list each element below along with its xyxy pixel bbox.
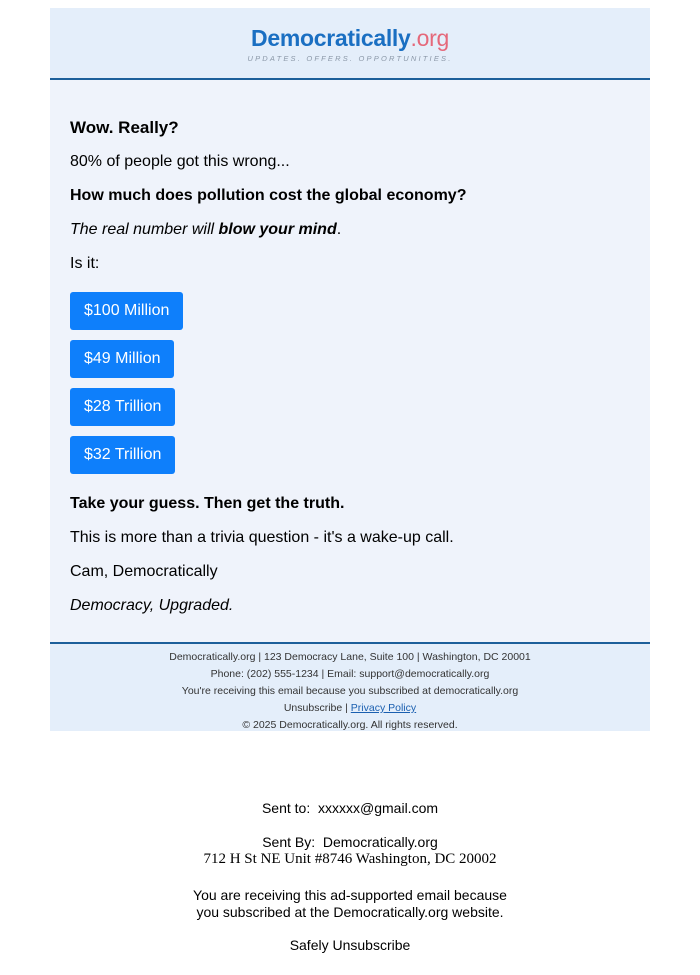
footer-copyright: © 2025 Democratically.org. All rights reserved. bbox=[242, 719, 458, 731]
heading: Wow. Really? bbox=[70, 118, 179, 137]
tagline: UPDATES. OFFERS. OPPORTUNITIES. bbox=[247, 54, 453, 63]
unsubscribe-link[interactable]: Unsubscribe bbox=[283, 702, 343, 714]
privacy-policy-link[interactable]: Privacy Policy bbox=[350, 702, 417, 714]
option-28-trillion-button[interactable]: $28 Trillion bbox=[70, 388, 175, 426]
intro-text: 80% of people got this wrong... bbox=[70, 153, 290, 170]
sent-by-value: Democratically.org bbox=[322, 834, 438, 850]
safely-unsubscribe-link[interactable]: Safely Unsubscribe bbox=[289, 937, 411, 953]
sent-to-label: Sent to: bbox=[261, 800, 311, 816]
footer-reason: You're receiving this email because you subscribed at democratically.org bbox=[181, 685, 519, 697]
slogan: Democracy, Upgraded. bbox=[70, 597, 234, 614]
sender-info bbox=[0, 800, 700, 954]
sent-by bbox=[0, 834, 700, 851]
reason-line-2: you subscribed at the Democratically.org website. bbox=[196, 904, 504, 920]
teaser bbox=[70, 220, 630, 240]
question: How much does pollution cost the global economy? bbox=[70, 187, 467, 204]
is-it-label: Is it: bbox=[70, 255, 100, 272]
wake-up-text: This is more than a trivia question - it's a wake-up call. bbox=[70, 529, 454, 546]
sent-by-address: 712 H St NE Unit #8746 Washington, DC 20002 bbox=[203, 851, 497, 867]
reason-line-1: You are receiving this ad-supported email because bbox=[193, 887, 507, 903]
link-separator: | bbox=[342, 702, 351, 714]
sent-to-value: xxxxxx@gmail.com bbox=[318, 800, 439, 816]
email-body bbox=[50, 80, 650, 642]
answer-options bbox=[70, 292, 630, 484]
sent-to bbox=[0, 800, 700, 817]
cta-text: Take your guess. Then get the truth. bbox=[70, 495, 345, 512]
logo-brand: Democratically bbox=[251, 25, 411, 51]
teaser-bold: blow your mind bbox=[218, 221, 337, 238]
email-footer bbox=[50, 642, 650, 731]
logo[interactable] bbox=[50, 8, 650, 51]
teaser-prefix: The real number will bbox=[70, 221, 219, 238]
teaser-suffix: . bbox=[336, 221, 342, 238]
option-32-trillion-button[interactable]: $32 Trillion bbox=[70, 436, 175, 474]
option-100-million-button[interactable]: $100 Million bbox=[70, 292, 183, 330]
signature: Cam, Democratically bbox=[70, 563, 218, 580]
email-header bbox=[50, 8, 650, 80]
footer-links bbox=[50, 700, 650, 717]
footer-contact: Phone: (202) 555-1234 | Email: support@democratically.org bbox=[210, 668, 490, 680]
logo-tld: .org bbox=[410, 25, 449, 51]
footer-address: Democratically.org | 123 Democracy Lane, Suite 100 | Washington, DC 20001 bbox=[169, 651, 531, 663]
sent-by-label: Sent By: bbox=[262, 834, 316, 850]
email-card bbox=[50, 8, 650, 731]
option-49-million-button[interactable]: $49 Million bbox=[70, 340, 174, 378]
